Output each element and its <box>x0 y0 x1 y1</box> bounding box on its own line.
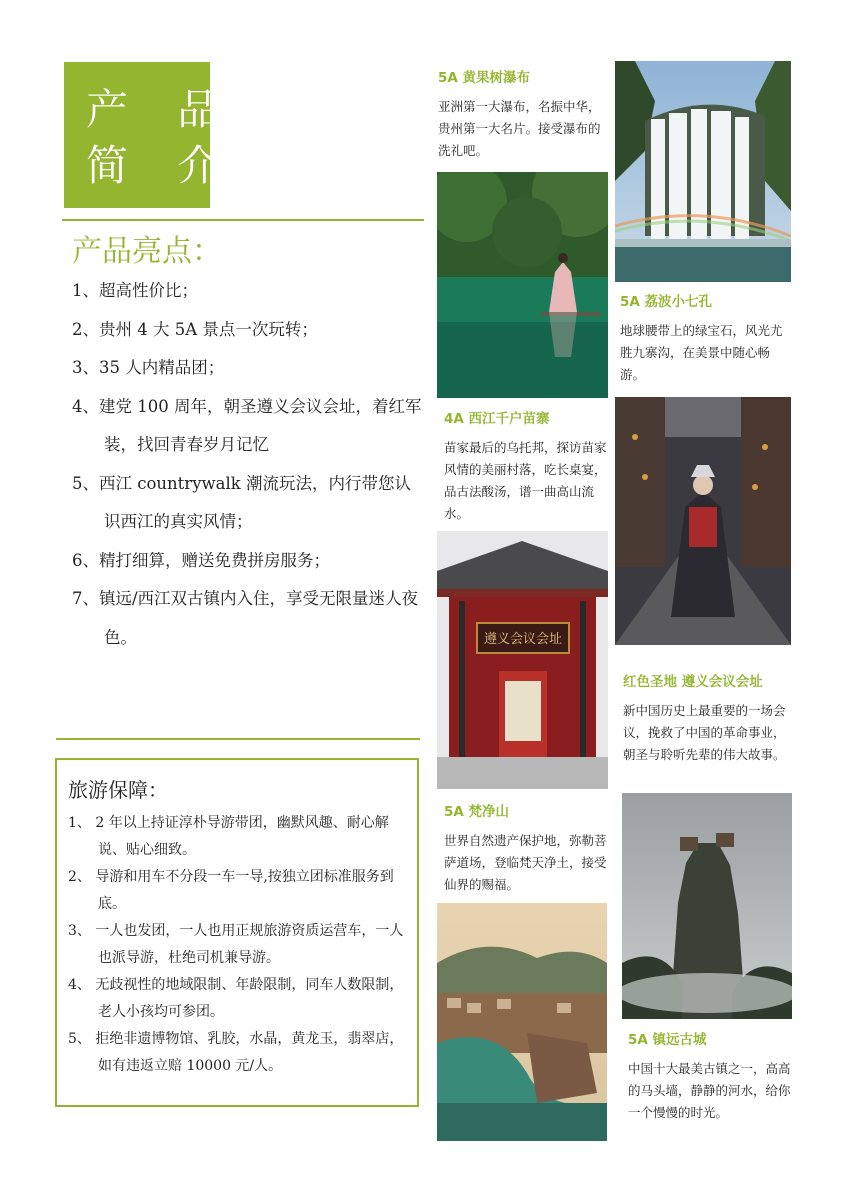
attraction-title-fanjingshan: 5A 梵净山 <box>444 804 510 820</box>
attraction-title-zhenyuan: 5A 镇远古城 <box>628 1032 707 1048</box>
title-line-2: 简 介 <box>86 141 238 190</box>
title-block <box>64 62 238 208</box>
attraction-title-libo: 5A 荔波小七孔 <box>620 294 713 310</box>
guarantee-list <box>68 810 408 1080</box>
attraction-title-huangguoshu: 5A 黄果树瀑布 <box>438 70 531 86</box>
attraction-desc-libo: 地球腰带上的绿宝石，风光尤胜九寨沟，在美景中随心畅游。 <box>620 323 783 382</box>
attraction-title-zunyi: 红色圣地 遵义会议会址 <box>623 674 763 690</box>
highlight-item: 1、超高性价比； <box>72 281 198 300</box>
highlights-divider <box>62 219 424 221</box>
guarantee-heading: 旅游保障： <box>68 778 168 802</box>
attraction-desc-huangguoshu: 亚洲第一大瀑布，名振中华，贵州第一大名片。接受瀑布的洗礼吧。 <box>438 99 601 158</box>
zunyi-conference-photo <box>437 531 608 789</box>
highlight-item: 4、建党 100 周年，朝圣遵义会议会址，着红军装，找回青春岁月记忆 <box>72 396 422 454</box>
guarantee-item: 3、 一人也发团，一人也用正规旅游资质运营车，一人也派导游，杜绝司机兼导游。 <box>68 923 404 966</box>
attraction-desc-xijiang: 苗家最后的乌托邦，探访苗家风情的美丽村落，吃长桌宴，品古法酸汤，谱一曲高山流水。 <box>444 440 607 521</box>
attraction-title-xijiang: 4A 西江千户苗寨 <box>444 411 550 427</box>
highlight-item: 5、西江 countrywalk 潮流玩法，内行带您认识西江的真实风情； <box>72 473 411 531</box>
highlight-item: 6、精打细算，赠送免费拼房服务； <box>72 550 330 570</box>
green-lake-photo <box>437 172 608 398</box>
highlight-item: 2、贵州 4 大 5A 景点一次玩转； <box>72 319 318 339</box>
guarantee-item: 2、 导游和用车不分段一车一导,按独立团标准服务到底。 <box>68 869 394 912</box>
guarantee-item: 5、 拒绝非遗博物馆、乳胶，水晶，黄龙玉，翡翠店，如有违返立赔 10000 元/人。 <box>68 1031 404 1074</box>
attraction-desc-zunyi: 新中国历史上最重要的一场会议，挽救了中国的革命事业，朝圣与聆听先辈的伟大故事。 <box>623 703 786 762</box>
zunyi-plaque-text: 遵义会议会址 <box>483 632 563 647</box>
ancient-street-photo <box>615 397 791 645</box>
guarantee-item: 4、 无歧视性的地域限制、年龄限制，同车人数限制，老人小孩均可参团。 <box>68 977 404 1020</box>
highlights-heading: 产品亮点： <box>72 234 222 269</box>
guarantee-item: 1、 2 年以上持证淳朴导游带团，幽默风趣、耐心解说、贴心细致。 <box>68 815 389 858</box>
attraction-desc-zhenyuan: 中国十大最美古镇之一，高高的马头墙，静静的河水，给你一个慢慢的时光。 <box>628 1061 791 1120</box>
highlights-list <box>72 272 422 657</box>
highlight-item: 7、镇远/西江双古镇内入住，享受无限量迷人夜色。 <box>72 589 419 647</box>
attraction-desc-fanjingshan: 世界自然遗产保护地，弥勒菩萨道场，登临梵天净土，接受仙界的赐福。 <box>444 833 607 892</box>
waterfall-photo <box>615 61 791 282</box>
fanjingshan-photo <box>622 793 792 1019</box>
highlight-item: 3、35 人内精品团； <box>72 358 225 377</box>
guarantee-divider <box>56 738 420 740</box>
zhenyuan-photo <box>437 903 607 1141</box>
title-line-1: 产 品 <box>86 85 238 134</box>
